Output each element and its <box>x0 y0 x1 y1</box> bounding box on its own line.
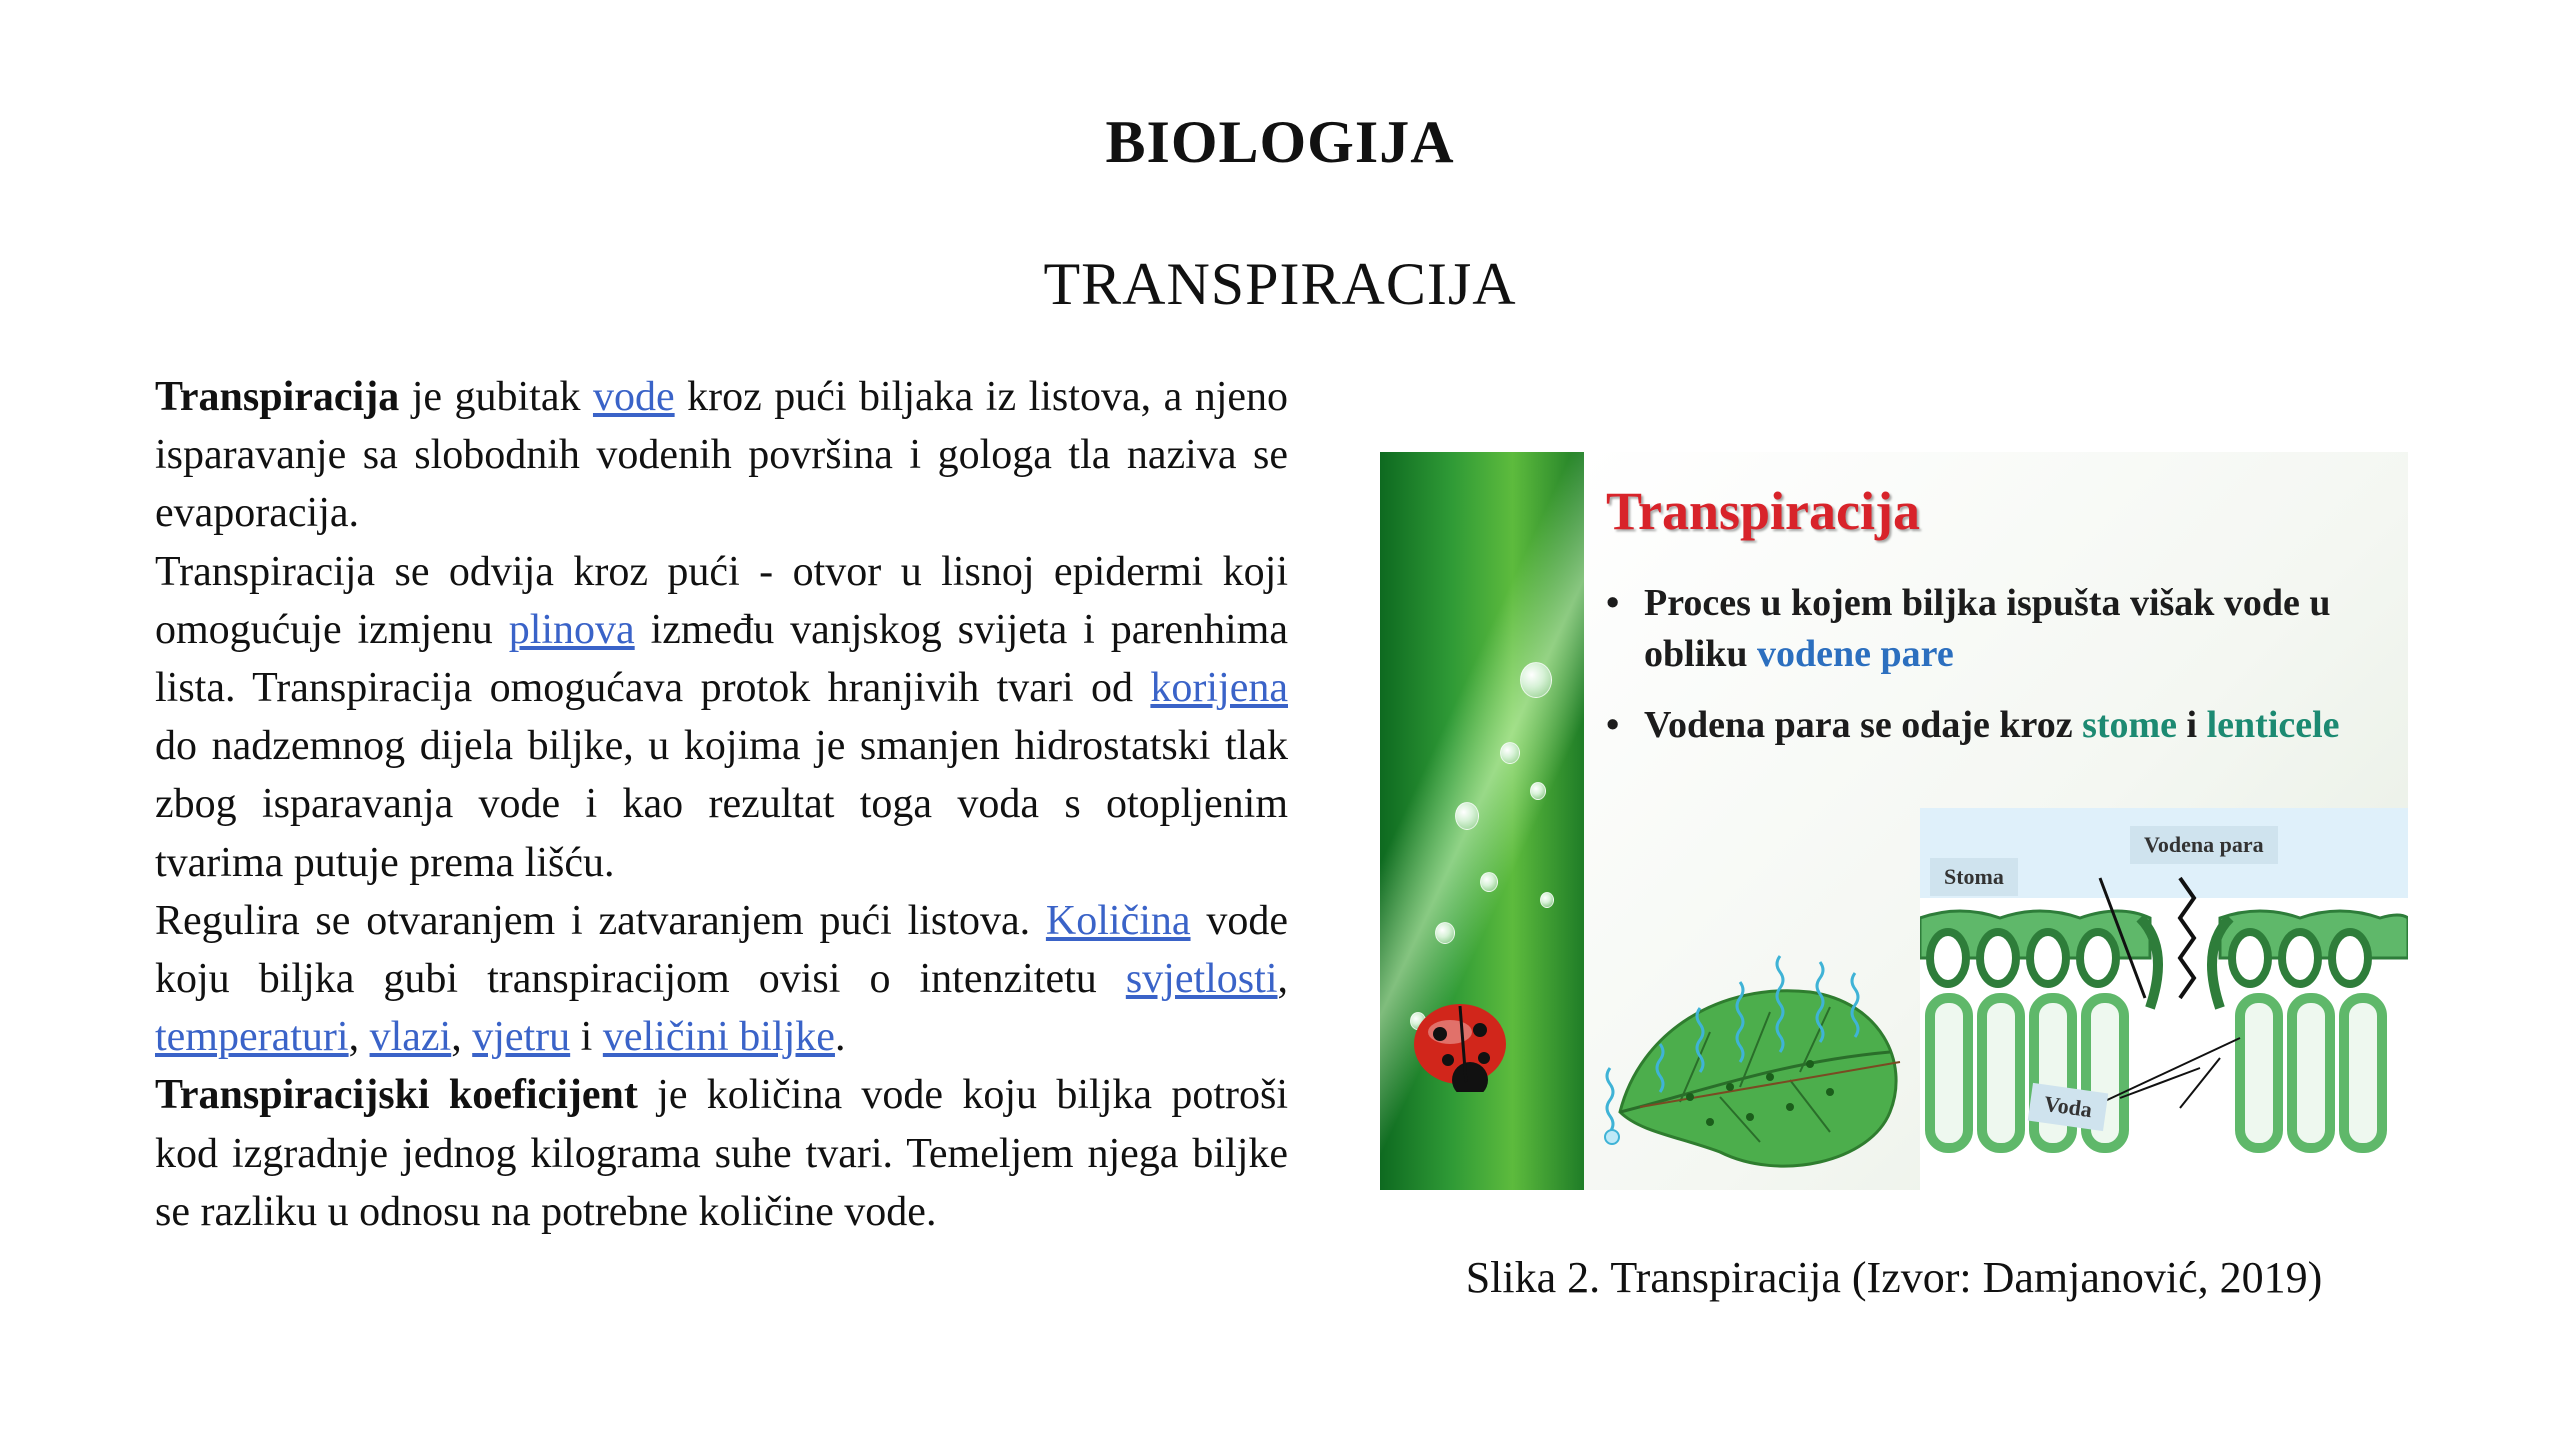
text-run: Vodena para se odaje kroz <box>1644 704 2083 746</box>
text-run: . <box>834 1014 846 1061</box>
highlight-lenticele: lenticele <box>2206 704 2340 746</box>
figure-bullet-1 <box>1606 578 2366 680</box>
water-drop <box>1455 802 1479 830</box>
water-drop <box>1540 892 1554 908</box>
text-run: i <box>2177 704 2207 746</box>
link-velicini-biljke[interactable]: veličini biljke <box>602 1014 835 1061</box>
leaf-evaporation-illustration <box>1600 912 1920 1182</box>
separator: , <box>348 1014 370 1061</box>
text-run: do nadzemnog dijela biljke, u kojima je smanjen hidrostatski tlak zbog isparavanja vode i kao rezultat toga voda s otopljenim tvarima putuje prema lišću. <box>155 723 1288 886</box>
text-run: vode koju biljka gubi transpiracijom ovisi o intenzitetu <box>155 897 1288 1003</box>
separator: , <box>451 1014 473 1061</box>
body-text <box>155 368 1288 1241</box>
bullet-dot: • <box>1606 582 1620 624</box>
link-temperaturi[interactable]: temperaturi <box>155 1014 349 1061</box>
text-run: je gubitak <box>399 374 593 420</box>
water-drop <box>1500 742 1520 764</box>
paragraph-stomata <box>155 543 1288 892</box>
highlight-vodene-pare: vodene pare <box>1757 633 1954 675</box>
paragraph-coefficient <box>155 1066 1288 1241</box>
label-voda: Voda <box>2028 1083 2109 1131</box>
text-run: između vanjskog svijeta i parenhima lista. Transpiracija omogućava protok hranjivih tvari od <box>155 606 1288 712</box>
link-vode[interactable]: vode <box>592 374 675 420</box>
term-transpiracija: Transpiracija <box>155 374 400 420</box>
water-drop <box>1435 922 1455 944</box>
figure-caption: Slika 2. Transpiracija (Izvor: Damjanović, 2019) <box>1465 1253 2323 1302</box>
bullet-text <box>1644 578 2366 680</box>
figure-bullet-2 <box>1606 700 2366 751</box>
bullet-text <box>1644 700 2366 751</box>
text-run: Proces u kojem biljka ispušta višak vode u obliku <box>1644 582 2331 675</box>
label-vodena-para: Vodena para <box>2130 826 2278 864</box>
link-svjetlosti[interactable]: svjetlosti <box>1125 956 1278 1003</box>
separator: i <box>570 1014 603 1061</box>
paragraph-regulation <box>155 892 1288 1067</box>
water-drop <box>1480 872 1498 892</box>
highlight-stome: stome <box>2082 704 2178 746</box>
figure-heading: Transpiracija <box>1606 481 1920 541</box>
stoma-cross-section <box>1920 808 2408 1190</box>
transpiration-figure <box>1380 452 2408 1190</box>
label-stoma: Stoma <box>1930 858 2018 896</box>
bullet-dot: • <box>1606 704 1620 746</box>
link-korijena[interactable]: korijena <box>1150 665 1288 712</box>
text-run: Regulira se otvaranjem i zatvaranjem pući listova. <box>155 897 1046 944</box>
ladybug-icon <box>1400 982 1520 1092</box>
water-drop <box>1520 662 1552 698</box>
separator: , <box>1277 956 1288 1003</box>
text-run: je količina vode koju biljka potroši kod izgradnje jednog kilograma suhe tvari. Temeljem njega biljke se razliku u odnosu na potrebne količine vode. <box>155 1072 1288 1235</box>
link-plinova[interactable]: plinova <box>508 606 635 653</box>
page-subtitle: TRANSPIRACIJA <box>1043 251 1517 317</box>
page-title: BIOLOGIJA <box>1105 109 1455 175</box>
text-run: Transpiracija se odvija kroz pući - otvor u lisnoj epidermi koji omogućuje izmjenu <box>155 548 1288 653</box>
term-koeficijent: Transpiracijski koeficijent <box>155 1072 638 1119</box>
water-drop <box>1530 782 1546 800</box>
link-vlazi[interactable]: vlazi <box>369 1014 452 1061</box>
paragraph-definition <box>155 368 1288 543</box>
link-vjetru[interactable]: vjetru <box>472 1014 571 1061</box>
link-kolicina[interactable]: Količina <box>1045 897 1191 944</box>
text-run: kroz pući biljaka iz listova, a njeno isparavanje sa slobodnih vodenih površina i gologa tla naziva se evaporacija. <box>155 374 1288 537</box>
